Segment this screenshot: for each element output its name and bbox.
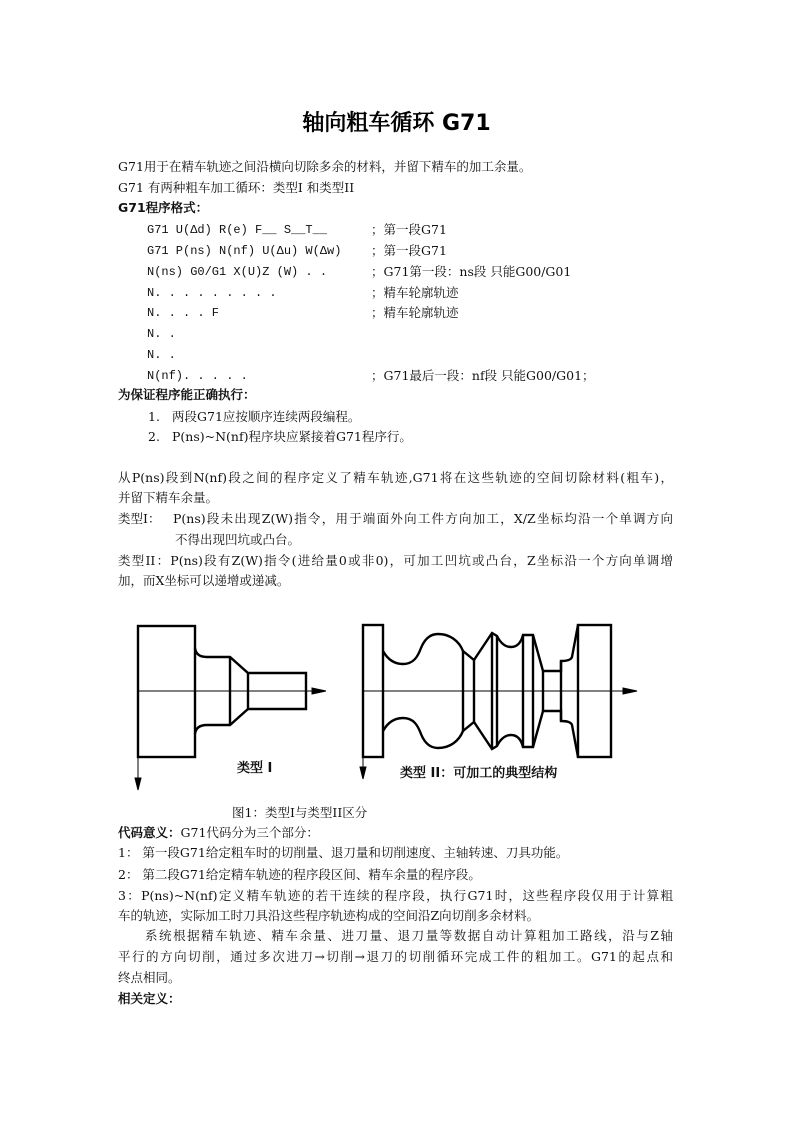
- intro-line-2: G71 有两种粗车加工循环：类型I 和类型II: [118, 180, 355, 195]
- type2-line: 类型II：P(ns)段有Z(W)指令(进给量0或非0)，可加工凹坑或凸台，Z坐标沿一个方向单调增: [118, 553, 673, 568]
- description-line-1: 从P(ns)段到N(nf)段之间的程序定义了精车轨迹,G71将在这些轨迹的空间切除材料(粗车)，: [118, 470, 673, 485]
- type1-text: P(ns)段未出现Z(W)指令，用于端面外向工件方向加工，X/Z坐标均沿一个单调方向: [173, 511, 673, 526]
- list-item-number: 2.: [148, 429, 160, 444]
- code-meaning-item-1: 1： 第一段G71给定粗车时的切削量、退刀量和切削速度、主轴转速、刀具功能。: [118, 845, 569, 860]
- program-code-line: G71 U(Δd) R(e) F__ S__T__: [147, 223, 328, 237]
- type1-continuation: 不得出现凹坑或凸台。: [175, 532, 301, 547]
- code-meaning-item-2: 2： 第二段G71给定精车轨迹的程序段区间、精车余量的程序段。: [118, 867, 481, 882]
- list-item-number: 1.: [148, 409, 160, 424]
- program-comment: ；精车轮廓轨迹: [371, 285, 459, 300]
- format-heading: G71程序格式：: [118, 200, 209, 215]
- figure-caption: 图1：类型I与类型II区分: [232, 805, 368, 820]
- system-paragraph-line-2: 平行的方向切削，通过多次进刀→切削→退刀的切削循环完成工件的粗加工。G71的起点和: [118, 949, 673, 964]
- code-meaning-heading-line: [118, 823, 319, 843]
- code-meaning-heading: 代码意义：: [118, 825, 181, 840]
- code-meaning-item-3-line-1: 3：P(ns)~N(nf)定义精车轨迹的若干连续的程序段，执行G71时，这些程序段仅用于计算粗: [118, 888, 673, 903]
- program-code-line: G71 P(ns) N(nf) U(Δu) W(Δw): [147, 244, 342, 258]
- type1-figure-label: 类型 I: [237, 761, 273, 776]
- type1-workpiece-drawing: [138, 626, 306, 757]
- program-code-line: N. . . . F: [147, 306, 220, 320]
- system-paragraph-line-3: 终点相同。: [118, 970, 181, 985]
- intro-line-1: G71用于在精车轨迹之间沿横向切除多余的材料，并留下精车的加工余量。: [118, 159, 532, 174]
- program-code-line: N(ns) G0/G1 X(U)Z (W) . .: [147, 265, 328, 279]
- code-meaning-intro: G71代码分为三个部分：: [180, 825, 319, 840]
- program-code-line: N. . . . . . . . .: [147, 286, 277, 300]
- system-paragraph-line-1: 系统根据精车轨迹、精车余量、进刀量、退刀量等数据自动计算粗加工路线，沿与Z轴: [145, 928, 673, 943]
- type2-workpiece-drawing: [363, 625, 611, 757]
- page-title: 轴向粗车循环 G71: [302, 111, 491, 136]
- list-item-text: P(ns)~N(nf)程序块应紧接着G71程序行。: [172, 429, 412, 444]
- guarantee-heading: 为保证程序能正确执行：: [118, 387, 256, 402]
- program-comment: ；精车轮廓轨迹: [371, 305, 459, 320]
- type1-axes: [135, 688, 326, 790]
- related-definitions-heading: 相关定义：: [118, 991, 181, 1006]
- program-comment: ；G71第一段：ns段 只能G00/G01: [371, 264, 572, 279]
- program-comment: ；第一段G71: [371, 222, 447, 237]
- description-line-2: 并留下精车余量。: [118, 490, 219, 505]
- type2-continuation: 加，而X坐标可以递增或递减。: [118, 573, 290, 588]
- program-code-line: N. .: [147, 348, 176, 362]
- program-code-line: N(nf). . . . .: [147, 369, 248, 383]
- type2-figure-label: 类型 II：可加工的典型结构: [400, 766, 558, 781]
- program-comment: ；第一段G71: [371, 243, 447, 258]
- program-comment: ；G71最后一段：nf段 只能G00/G01；: [371, 368, 595, 383]
- code-meaning-item-3-line-2: 车的轨迹，实际加工时刀具沿这些程序轨迹构成的空间沿Z向切削多余材料。: [118, 908, 540, 923]
- program-code-line: N. .: [147, 327, 176, 341]
- type1-label: 类型I：: [118, 511, 161, 526]
- list-item-text: 两段G71应按顺序连续两段编程。: [172, 409, 361, 424]
- type2-axes: [360, 688, 637, 779]
